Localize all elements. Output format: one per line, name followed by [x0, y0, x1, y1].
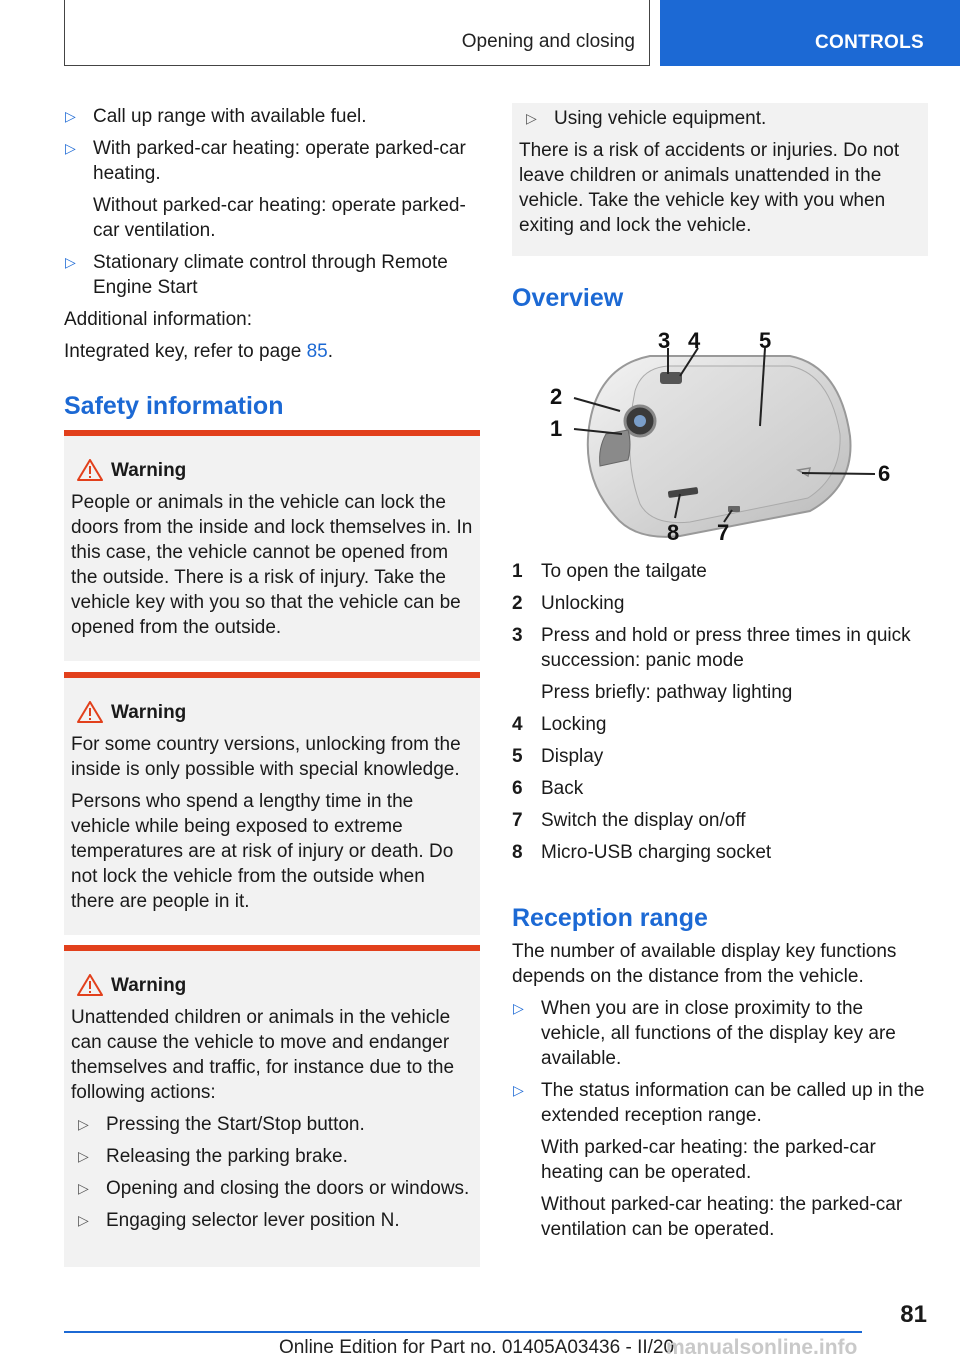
list-item: ▷ When you are in close proximity to the vehicle, all functions of the display key are available. — [513, 998, 896, 1069]
triangle-right-icon: ▷ — [78, 1148, 89, 1164]
reception-content — [512, 939, 928, 1249]
warning-triangle-icon — [77, 974, 103, 996]
callout-3: 3 — [658, 328, 671, 353]
reception-heading: Reception range — [512, 904, 708, 932]
triangle-right-icon: ▷ — [526, 110, 537, 126]
triangle-right-icon: ▷ — [78, 1180, 89, 1196]
header-chapter-title: CONTROLS — [815, 32, 925, 53]
footer-divider — [64, 1331, 862, 1333]
warning-box-2 — [64, 672, 480, 935]
callout-7: 7 — [717, 520, 730, 545]
warning-text: Unattended children or animals in the vehicle can cause the vehicle to move and endanger themselves and traffic, for instance due to the following actions: — [71, 1007, 455, 1103]
triangle-right-icon: ▷ — [65, 108, 76, 124]
list-item: ▷ Pressing the Start/Stop button. — [78, 1114, 365, 1135]
warning-triangle-icon — [77, 701, 103, 723]
list-item: ▷ Stationary climate control through Remote Engine Start — [65, 252, 448, 298]
page-link[interactable]: 85 — [306, 341, 328, 362]
reception-intro: The number of available display key functions depends on the distance from the vehicle. — [512, 941, 897, 987]
list-item: 4 Locking — [512, 714, 607, 735]
triangle-right-icon: ▷ — [65, 140, 76, 156]
warning-text: Persons who spend a lengthy time in the vehicle while being exposed to extreme temperatures are at risk of injury or death. Do not lock the vehicle from the outside when there are people in it. — [71, 791, 454, 912]
callout-6: 6 — [878, 461, 891, 486]
list-item: ▷ Engaging selector lever position N. — [78, 1210, 400, 1231]
list-item: ▷ Opening and closing the doors or windows. — [78, 1178, 470, 1199]
list-item: 7 Switch the display on/off — [512, 810, 746, 831]
callout-4: 4 — [688, 328, 701, 353]
triangle-right-icon: ▷ — [513, 1000, 524, 1016]
warning-continuation-box — [512, 103, 928, 256]
callout-8: 8 — [667, 520, 680, 545]
warning-box-1 — [64, 430, 480, 661]
list-item: 6 Back — [512, 778, 584, 799]
list-item: 3 Press and hold or press three times in quick succession: panic mode Press briefly: pathway lighting — [512, 625, 911, 703]
list-item: 2 Unlocking — [512, 593, 625, 614]
warning-box-3 — [64, 945, 480, 1267]
list-item: ▷ The status information can be called up in the extended reception range. With parked-car heating: the parked-car heating can be operated. Without parked-car heating: the parked-car ventilation can be operated. — [513, 1080, 925, 1240]
warning-title: Warning — [111, 702, 187, 723]
callout-1: 1 — [550, 416, 563, 441]
triangle-right-icon: ▷ — [513, 1082, 524, 1098]
triangle-right-icon: ▷ — [78, 1212, 89, 1228]
triangle-right-icon: ▷ — [78, 1116, 89, 1132]
overview-heading: Overview — [512, 284, 624, 312]
safety-heading: Safety information — [64, 392, 284, 420]
additional-info-label: Additional information: — [64, 309, 252, 330]
header-section-title: Opening and closing — [461, 31, 635, 52]
header-section-box — [64, 0, 650, 66]
left-top-content — [64, 104, 480, 371]
warning-text: For some country versions, unlocking from the inside is only possible with special knowledge. — [71, 734, 461, 780]
header-chapter-tab[interactable] — [660, 0, 960, 66]
list-item: 1 To open the tailgate — [512, 561, 707, 582]
warning-text: There is a risk of accidents or injuries. Do not leave children or animals unattended in the vehicle. Take the vehicle key with you when exiting and lock the vehicle. — [519, 140, 900, 236]
list-item: ▷ Call up range with available fuel. — [65, 106, 367, 127]
warning-title: Warning — [111, 460, 187, 481]
warning-text: People or animals in the vehicle can lock the doors from the inside and lock themselves in. In this case, the vehicle cannot be opened from the outside. There is a risk of injury. Take the vehicle key with you so that the vehicle can be opened from the outside. — [71, 492, 473, 638]
edition-text: Online Edition for Part no. 01405A03436 - II/20 — [279, 1337, 675, 1358]
integrated-key-reference: Integrated key, refer to page 85. — [64, 341, 333, 362]
watermark-text: manualsonline.info — [666, 1336, 858, 1359]
callout-5: 5 — [759, 328, 772, 353]
triangle-right-icon: ▷ — [65, 254, 76, 270]
callout-2: 2 — [550, 384, 563, 409]
warning-triangle-icon — [77, 459, 103, 481]
overview-legend — [512, 559, 928, 872]
list-item: 5 Display — [512, 746, 604, 767]
list-item: ▷ With parked-car heating: operate parked-car heating. Without parked-car heating: operate parked-car ventilation. — [65, 138, 466, 241]
display-key-illustration — [540, 326, 912, 552]
list-item: 8 Micro-USB charging socket — [512, 842, 772, 863]
list-item: ▷ Releasing the parking brake. — [78, 1146, 348, 1167]
warning-title: Warning — [111, 975, 187, 996]
page-number: 81 — [900, 1301, 927, 1328]
list-item: ▷ Using vehicle equipment. — [526, 108, 767, 129]
